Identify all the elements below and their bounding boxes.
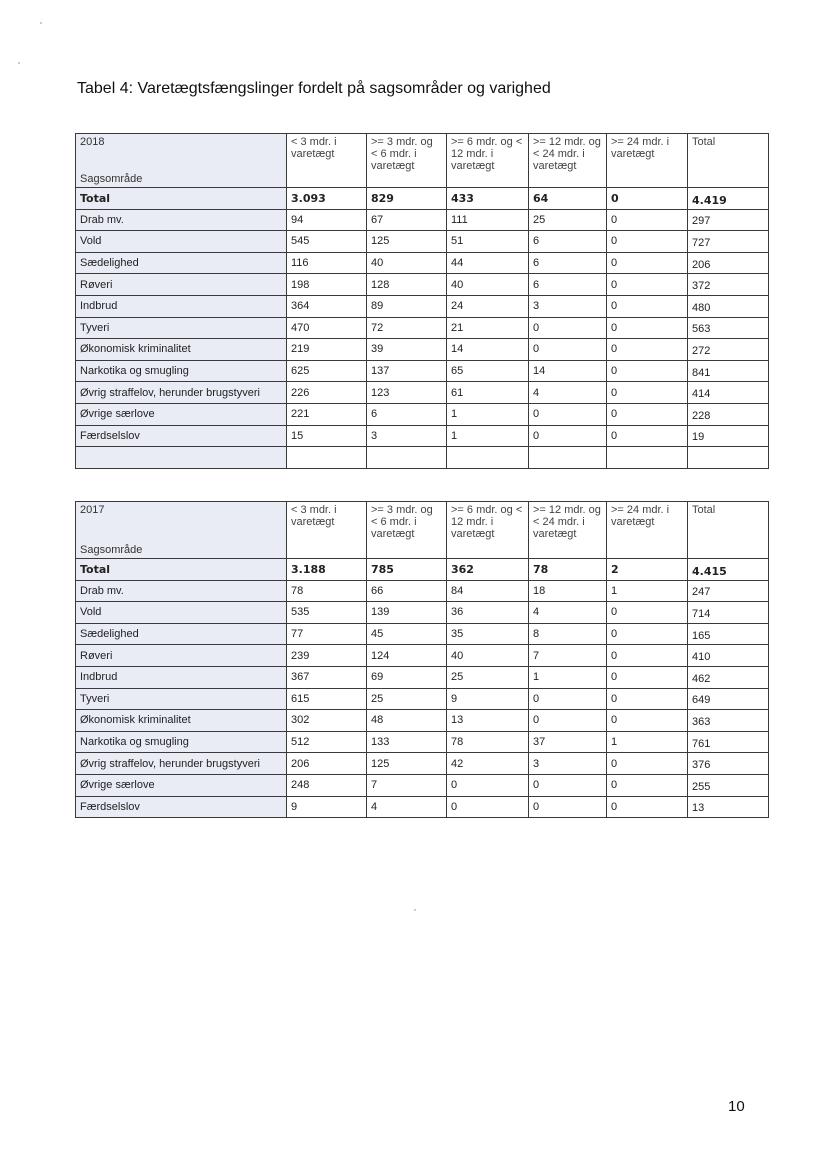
column-header: >= 12 mdr. og < 24 mdr. i varetægt	[529, 502, 607, 559]
table-cell: 0	[607, 753, 688, 775]
table-cell: 219	[287, 339, 367, 361]
table-cell: 512	[287, 731, 367, 753]
table-cell: 0	[607, 688, 688, 710]
table-cell: 3	[529, 753, 607, 775]
table-header-corner	[76, 502, 287, 559]
table-cell: 6	[529, 231, 607, 253]
row-label: Drab mv.	[76, 580, 287, 602]
table-2017	[75, 501, 769, 818]
table-cell: 37	[529, 731, 607, 753]
table-cell: 14	[447, 339, 529, 361]
table-cell: 829	[367, 188, 447, 210]
table-cell: 3	[367, 425, 447, 447]
table-2018	[75, 133, 769, 469]
table-cell: 64	[529, 188, 607, 210]
table-row	[76, 425, 769, 447]
table-cell: 0	[607, 209, 688, 231]
table-row	[76, 580, 769, 602]
table-cell: 0	[607, 602, 688, 624]
table-cell: 6	[529, 252, 607, 274]
table-cell: 89	[367, 295, 447, 317]
table-cell: 137	[367, 360, 447, 382]
table-cell: 125	[367, 231, 447, 253]
table-cell: 226	[287, 382, 367, 404]
table-cell: 0	[529, 710, 607, 732]
table-cell: 0	[529, 425, 607, 447]
table-cell: 0	[529, 796, 607, 818]
table-row	[76, 796, 769, 818]
row-label: Indbrud	[76, 295, 287, 317]
table-cell: 0	[607, 403, 688, 425]
table-cell: 6	[367, 403, 447, 425]
row-label: Sædelighed	[76, 623, 287, 645]
row-label: Øvrig straffelov, herunder brugstyveri	[76, 753, 287, 775]
table-cell: 0	[529, 688, 607, 710]
table-cell: 25	[447, 666, 529, 688]
scan-speck	[414, 909, 416, 911]
table-cell: 45	[367, 623, 447, 645]
table-cell: 4	[529, 602, 607, 624]
table-row	[76, 623, 769, 645]
row-label: Drab mv.	[76, 209, 287, 231]
table-row	[76, 602, 769, 624]
table-cell: 221	[287, 403, 367, 425]
table-cell: 785	[367, 559, 447, 581]
table-cell: 0	[607, 252, 688, 274]
table-cell: 69	[367, 666, 447, 688]
table-cell: 84	[447, 580, 529, 602]
row-total-cell: 462	[688, 666, 769, 688]
column-header: >= 12 mdr. og < 24 mdr. i varetægt	[529, 134, 607, 188]
row-label: Indbrud	[76, 666, 287, 688]
row-label: Total	[76, 559, 287, 581]
column-header: < 3 mdr. i varetægt	[287, 502, 367, 559]
table-cell: 24	[447, 295, 529, 317]
table-cell: 66	[367, 580, 447, 602]
table-row	[76, 339, 769, 361]
table-cell: 67	[367, 209, 447, 231]
table-cell: 625	[287, 360, 367, 382]
table-cell: 1	[447, 425, 529, 447]
table-row	[76, 666, 769, 688]
row-total-cell: 255	[688, 774, 769, 796]
table-cell: 0	[607, 645, 688, 667]
row-label: Total	[76, 188, 287, 210]
table-cell: 8	[529, 623, 607, 645]
column-header: < 3 mdr. i varetægt	[287, 134, 367, 188]
table-total-row	[76, 188, 769, 210]
table-cell: 3.188	[287, 559, 367, 581]
row-total-cell: 376	[688, 753, 769, 775]
column-header: >= 6 mdr. og < 12 mdr. i varetægt	[447, 134, 529, 188]
row-label: Sædelighed	[76, 252, 287, 274]
table-cell: 0	[607, 774, 688, 796]
row-label: Røveri	[76, 645, 287, 667]
table-cell: 0	[607, 360, 688, 382]
column-header: Total	[688, 502, 769, 559]
page-title: Tabel 4: Varetægtsfængslinger fordelt på sagsområder og varighed	[77, 80, 551, 97]
table-cell	[447, 447, 529, 469]
table-cell: 18	[529, 580, 607, 602]
row-label: Færdselslov	[76, 796, 287, 818]
table-cell: 42	[447, 753, 529, 775]
table-header-corner	[76, 134, 287, 188]
table-cell	[607, 447, 688, 469]
table-cell: 40	[447, 274, 529, 296]
table-cell: 0	[607, 382, 688, 404]
page-number: 10	[728, 1098, 745, 1115]
table-cell: 116	[287, 252, 367, 274]
table-cell: 470	[287, 317, 367, 339]
table-row	[76, 209, 769, 231]
table-cell: 40	[367, 252, 447, 274]
table-row	[76, 731, 769, 753]
table-cell: 78	[287, 580, 367, 602]
row-total-cell: 13	[688, 796, 769, 818]
row-total-cell: 297	[688, 209, 769, 231]
table-cell: 51	[447, 231, 529, 253]
table-row	[76, 688, 769, 710]
table-cell: 36	[447, 602, 529, 624]
table-cell: 13	[447, 710, 529, 732]
table-cell: 61	[447, 382, 529, 404]
table-cell: 44	[447, 252, 529, 274]
row-label: Tyveri	[76, 688, 287, 710]
table-cell: 125	[367, 753, 447, 775]
table-cell: 0	[607, 339, 688, 361]
table-cell: 0	[529, 403, 607, 425]
table-cell	[529, 447, 607, 469]
column-header-sagsomraade: Sagsområde	[80, 544, 143, 556]
table-cell: 0	[447, 774, 529, 796]
table-cell: 615	[287, 688, 367, 710]
table-cell	[287, 447, 367, 469]
row-total-cell: 414	[688, 382, 769, 404]
row-label: Vold	[76, 602, 287, 624]
table-cell: 2	[607, 559, 688, 581]
table-total-row	[76, 559, 769, 581]
table-cell: 6	[529, 274, 607, 296]
row-total-cell: 228	[688, 403, 769, 425]
row-total-cell	[688, 447, 769, 469]
table-cell: 0	[607, 796, 688, 818]
row-label: Røveri	[76, 274, 287, 296]
table-cell: 25	[529, 209, 607, 231]
table-cell: 78	[529, 559, 607, 581]
table-cell: 0	[529, 339, 607, 361]
table-cell: 14	[529, 360, 607, 382]
row-total-cell: 19	[688, 425, 769, 447]
table-cell: 1	[529, 666, 607, 688]
table-cell: 535	[287, 602, 367, 624]
table-cell: 0	[607, 666, 688, 688]
column-header: Total	[688, 134, 769, 188]
table-cell	[367, 447, 447, 469]
table-cell: 21	[447, 317, 529, 339]
scan-speck	[40, 22, 42, 24]
table-cell: 0	[607, 188, 688, 210]
table-cell: 15	[287, 425, 367, 447]
table-cell: 133	[367, 731, 447, 753]
row-total-cell: 649	[688, 688, 769, 710]
table-cell: 48	[367, 710, 447, 732]
table-row	[76, 403, 769, 425]
table-cell: 7	[367, 774, 447, 796]
table-cell: 39	[367, 339, 447, 361]
table-row	[76, 360, 769, 382]
table-cell: 0	[529, 317, 607, 339]
table-cell: 0	[607, 231, 688, 253]
row-total-cell: 714	[688, 602, 769, 624]
row-label: Økonomisk kriminalitet	[76, 339, 287, 361]
table-cell: 0	[607, 623, 688, 645]
row-label: Narkotika og smugling	[76, 731, 287, 753]
row-total-cell: 247	[688, 580, 769, 602]
table-cell: 1	[607, 580, 688, 602]
row-total-cell: 841	[688, 360, 769, 382]
table-cell: 94	[287, 209, 367, 231]
column-header: >= 24 mdr. i varetægt	[607, 134, 688, 188]
table-cell: 77	[287, 623, 367, 645]
table-cell: 198	[287, 274, 367, 296]
table-cell: 206	[287, 753, 367, 775]
table-cell: 65	[447, 360, 529, 382]
row-label: Øvrige særlove	[76, 774, 287, 796]
table-cell: 0	[607, 425, 688, 447]
table-cell: 302	[287, 710, 367, 732]
table-cell: 4	[367, 796, 447, 818]
row-total-cell: 563	[688, 317, 769, 339]
table-cell: 35	[447, 623, 529, 645]
table-cell: 9	[287, 796, 367, 818]
table-cell: 128	[367, 274, 447, 296]
table-cell: 362	[447, 559, 529, 581]
table-row	[76, 252, 769, 274]
table-cell: 124	[367, 645, 447, 667]
scan-speck	[18, 62, 20, 64]
row-total-cell: 372	[688, 274, 769, 296]
table-cell: 0	[607, 710, 688, 732]
table-cell: 72	[367, 317, 447, 339]
column-header: >= 24 mdr. i varetægt	[607, 502, 688, 559]
row-total-cell: 363	[688, 710, 769, 732]
table-cell: 0	[447, 796, 529, 818]
table-row	[76, 645, 769, 667]
row-total-cell: 165	[688, 623, 769, 645]
column-header: >= 6 mdr. og < 12 mdr. i varetægt	[447, 502, 529, 559]
table-cell: 40	[447, 645, 529, 667]
row-total-cell: 727	[688, 231, 769, 253]
row-label: Økonomisk kriminalitet	[76, 710, 287, 732]
table-cell: 4	[529, 382, 607, 404]
table-cell: 1	[447, 403, 529, 425]
row-total-cell: 4.415	[688, 559, 769, 581]
table-row	[76, 447, 769, 469]
table-header-row	[76, 502, 769, 559]
row-label: Færdselslov	[76, 425, 287, 447]
table-cell: 367	[287, 666, 367, 688]
table-cell: 364	[287, 295, 367, 317]
table-cell: 123	[367, 382, 447, 404]
row-label: Vold	[76, 231, 287, 253]
table-header-row	[76, 134, 769, 188]
table-row	[76, 753, 769, 775]
row-label: Narkotika og smugling	[76, 360, 287, 382]
table-cell: 25	[367, 688, 447, 710]
row-label: Øvrige særlove	[76, 403, 287, 425]
table-year: 2017	[80, 504, 105, 516]
row-total-cell: 480	[688, 295, 769, 317]
table-cell: 0	[607, 274, 688, 296]
table-row	[76, 231, 769, 253]
table-cell: 3.093	[287, 188, 367, 210]
column-header: >= 3 mdr. og < 6 mdr. i varetægt	[367, 134, 447, 188]
column-header: >= 3 mdr. og < 6 mdr. i varetægt	[367, 502, 447, 559]
row-total-cell: 4.419	[688, 188, 769, 210]
row-total-cell: 410	[688, 645, 769, 667]
table-cell: 1	[607, 731, 688, 753]
table-cell: 9	[447, 688, 529, 710]
table-cell: 239	[287, 645, 367, 667]
table-cell: 0	[529, 774, 607, 796]
table-cell: 0	[607, 317, 688, 339]
column-header-sagsomraade: Sagsområde	[80, 173, 143, 185]
row-total-cell: 761	[688, 731, 769, 753]
table-cell: 0	[607, 295, 688, 317]
table-row	[76, 382, 769, 404]
table-cell: 3	[529, 295, 607, 317]
table-cell: 111	[447, 209, 529, 231]
table-cell: 433	[447, 188, 529, 210]
row-label: Tyveri	[76, 317, 287, 339]
table-cell: 78	[447, 731, 529, 753]
table-row	[76, 710, 769, 732]
table-cell: 139	[367, 602, 447, 624]
table-cell: 7	[529, 645, 607, 667]
row-total-cell: 272	[688, 339, 769, 361]
table-year: 2018	[80, 136, 105, 148]
row-label	[76, 447, 287, 469]
row-total-cell: 206	[688, 252, 769, 274]
table-row	[76, 317, 769, 339]
table-cell: 545	[287, 231, 367, 253]
row-label: Øvrig straffelov, herunder brugstyveri	[76, 382, 287, 404]
table-cell: 248	[287, 774, 367, 796]
table-row	[76, 295, 769, 317]
table-row	[76, 774, 769, 796]
table-row	[76, 274, 769, 296]
